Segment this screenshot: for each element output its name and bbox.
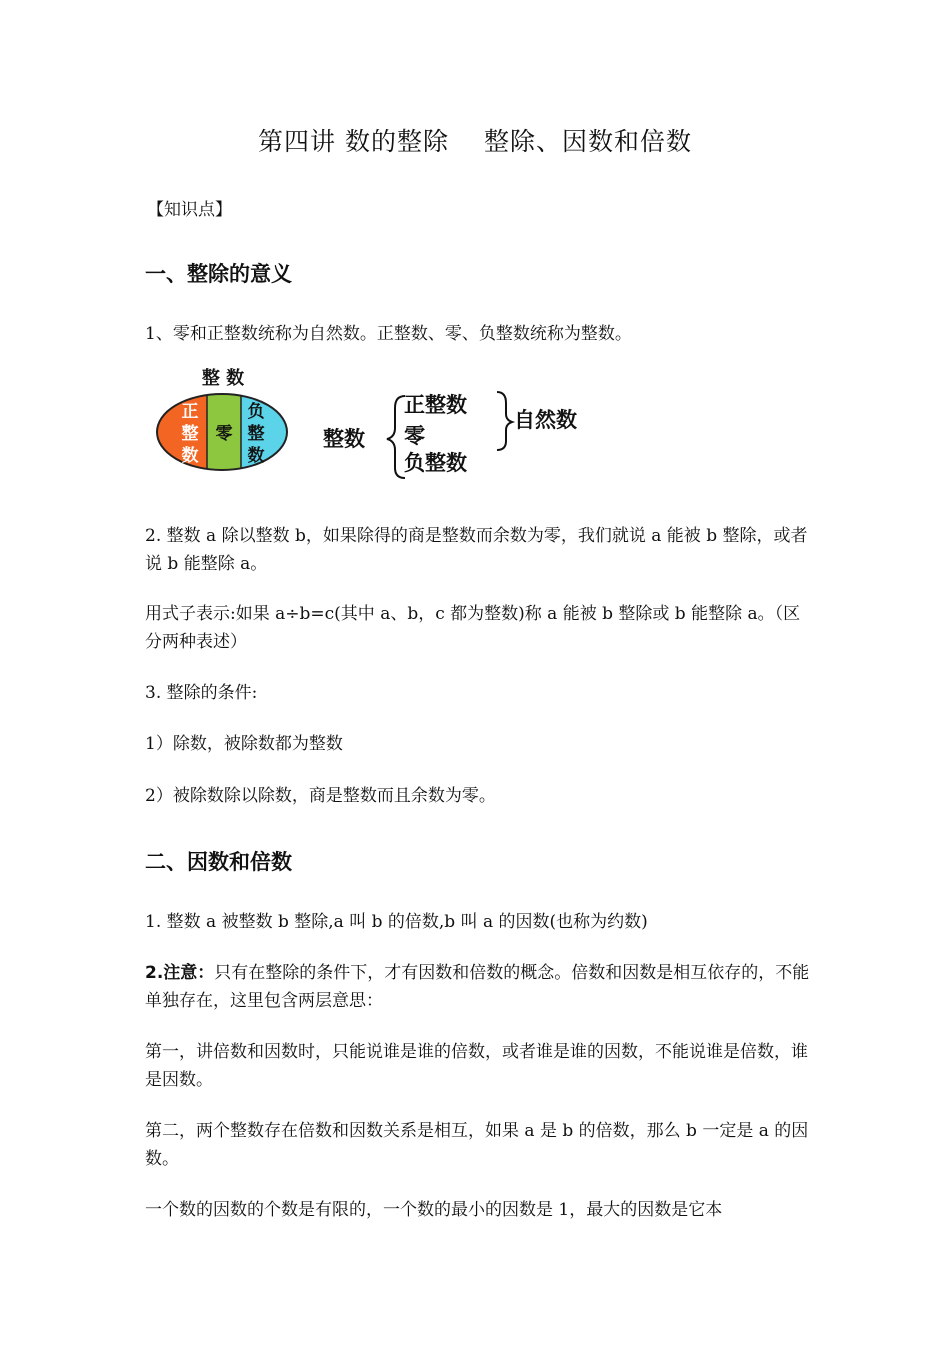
left-char-1: 正 xyxy=(181,402,199,422)
left-char-3: 数 xyxy=(181,446,199,466)
page-title: 第四讲 数的整除 整除、因数和倍数 xyxy=(258,127,692,156)
tree-item-2: 零 xyxy=(404,424,425,448)
tree-root-label: 整数 xyxy=(323,427,365,451)
section2-heading: 二、因数和倍数 xyxy=(145,850,292,874)
middle-char: 零 xyxy=(215,424,233,444)
right-brace xyxy=(497,392,512,450)
section2-paragraph-5: 一个数的因数的个数是有限的，一个数的最小的因数是 1，最大的因数是它本 xyxy=(145,1200,723,1220)
section2-paragraph-1: 1. 整数 a 被整数 b 整除,a 叫 b 的倍数,b 叫 a 的因数(也称为约数) xyxy=(145,912,648,932)
right-char-1: 负 xyxy=(247,402,265,422)
note-label: 2.注意： xyxy=(145,963,215,983)
section1-paragraph-5: 1）除数，被除数都为整数 xyxy=(145,734,343,754)
knowledge-tag: 【知识点】 xyxy=(147,200,232,220)
right-char-2: 整 xyxy=(247,424,265,444)
section1-paragraph-6: 2）被除数除以除数，商是整数而且余数为零。 xyxy=(145,786,496,806)
integer-classification-diagram xyxy=(150,362,620,480)
diagram-top-label: 整 数 xyxy=(201,368,245,389)
section1-paragraph-1: 1、零和正整数统称为自然数。正整数、零、负整数统称为整数。 xyxy=(145,324,632,344)
section2-paragraph-4: 第二，两个整数存在倍数和因数关系是相互，如果 a 是 b 的倍数，那么 b 一定是 a 的因数。 xyxy=(145,1121,809,1169)
left-char-2: 整 xyxy=(181,424,199,444)
section1-heading: 一、整除的意义 xyxy=(145,262,292,286)
tree-right-label: 自然数 xyxy=(514,408,577,432)
section2-paragraph-2 xyxy=(145,959,810,1015)
note-text: 只有在整除的条件下，才有因数和倍数的概念。倍数和因数是相互依存的，不能单独存在，这里包含两层意思： xyxy=(145,963,810,1011)
left-brace xyxy=(387,396,405,478)
section2-paragraph-3: 第一，讲倍数和因数时，只能说谁是谁的倍数，或者谁是谁的因数，不能说谁是倍数，谁是因数。 xyxy=(145,1042,808,1090)
tree-item-1: 正整数 xyxy=(404,393,467,417)
tree-item-3: 负整数 xyxy=(404,451,467,475)
right-char-3: 数 xyxy=(247,446,265,466)
section1-paragraph-3: 用式子表示:如果 a÷b=c(其中 a、b，c 都为整数)称 a 能被 b 整除或 b 能整除 a。（区分两种表述） xyxy=(145,604,801,652)
section1-paragraph-2: 2. 整数 a 除以整数 b，如果除得的商是整数而余数为零，我们就说 a 能被 b 整除，或者说 b 能整除 a。 xyxy=(145,526,808,574)
section1-paragraph-4: 3. 整除的条件: xyxy=(145,683,258,703)
